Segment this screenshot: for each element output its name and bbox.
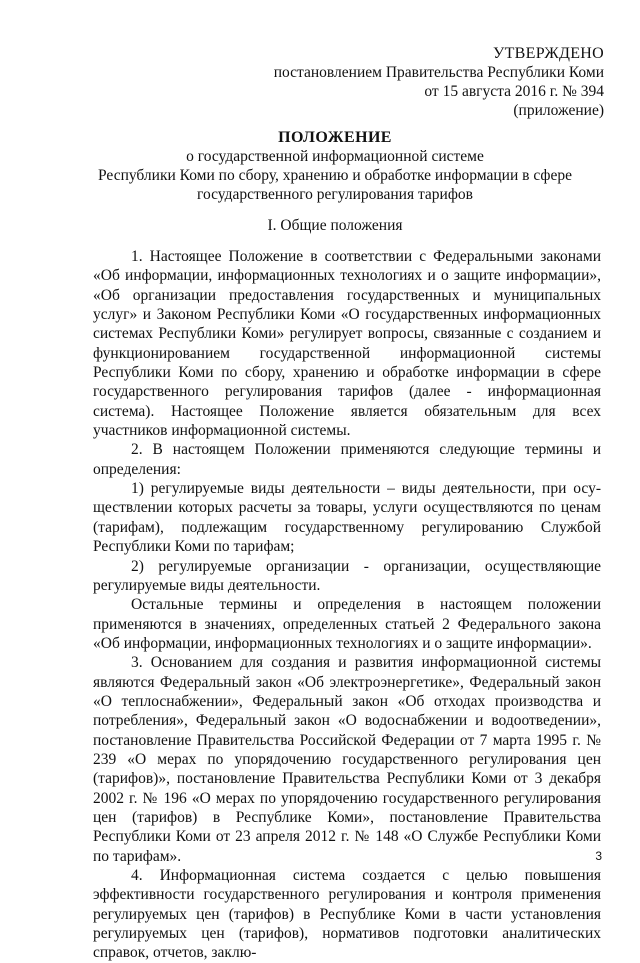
document-subtitle-line-3: государственного регулирования тарифов — [197, 186, 473, 203]
paragraph: Остальные термины и определения в настоящем положении применяются в значениях, определенных статьей 2 Федерального закона «Об информации, информационных технологиях и о защите информации». — [93, 596, 601, 652]
paragraph: 1. Настоящее Положение в соответствии с Федеральными законами «Об информации, информационных технологиях и о защите информации», «Об организации предоставления государственных и муниципальных услуг» и Законом Республики Коми «О государственных информационных системах Республики Коми» регулирует вопросы, связанные с созданием и функционированием государственной информационной системы Республики Коми по сбору, хранению и обработке информации в сфере государственного регулирования тарифов (далее - информационная система). Настоящее Положение является обязательным для всех участников информационной системы. — [93, 248, 601, 440]
paragraph: 2) регулируемые организации - организации, осуществляющие регулируемые виды деятельности. — [93, 557, 601, 594]
paragraph: 2. В настоящем Положении применяются следующие термины и определения: — [93, 441, 601, 478]
document-body — [93, 247, 601, 963]
document-title: ПОЛОЖЕНИЕ — [278, 129, 392, 146]
approval-line-2: от 15 августа 2016 г. № 394 — [424, 83, 604, 100]
page-number: 3 — [595, 849, 602, 863]
approval-line-1: постановлением Правительства Республики Коми — [273, 64, 604, 81]
approval-line-3: (приложение) — [513, 102, 604, 119]
document-title-block — [80, 128, 590, 204]
section-heading: I. Общие положения — [267, 217, 403, 234]
paragraph: 1) регулируемые виды деятельности – виды деятельности, при осуществлении которых расчеты за товары, услуги осуществляются по ценам (тарифам), подлежащим государственному регулированию Службой Республики Коми по тарифам; — [93, 480, 601, 556]
paragraph: 3. Основанием для создания и развития информационной системы являются Федеральный закон «Об электроэнергетике», Федеральный закон «О теплоснабжении», Федеральный закон «Об отходах производства и потребления», Федеральный закон «О водоснабжении и водоотведении», постановление Правительства Российской Федерации от 7 марта 1995 г. № 239 «О мерах по упорядочению государственного регулирования цен (тарифов)», постановление Правительства Республики Коми от 3 декабря 2002 г. № 196 «О мерах по упорядочению государственного регулирования цен (тарифов) в Республике Коми», постановление Правительства Республики Коми от 23 апреля 2012 г. № 148 «О Службе Республики Коми по тарифам». — [93, 654, 601, 865]
document-subtitle-line-2: Республики Коми по сбору, хранению и обработке информации в сфере — [98, 167, 572, 184]
document-subtitle-line-1: о государственной информационной системе — [186, 148, 484, 165]
paragraph: 4. Информационная система создается с целью повышения эффективности государственного регулирования и контроля применения регулируемых цен (тарифов) в Республике Коми в части установления регулируемых цен (тарифов), нормативов подготовки аналитических справок, отчетов, заклю- — [93, 867, 601, 962]
approval-stamp-block — [224, 44, 604, 120]
approved-word: УТВЕРЖДЕНО — [492, 45, 604, 62]
